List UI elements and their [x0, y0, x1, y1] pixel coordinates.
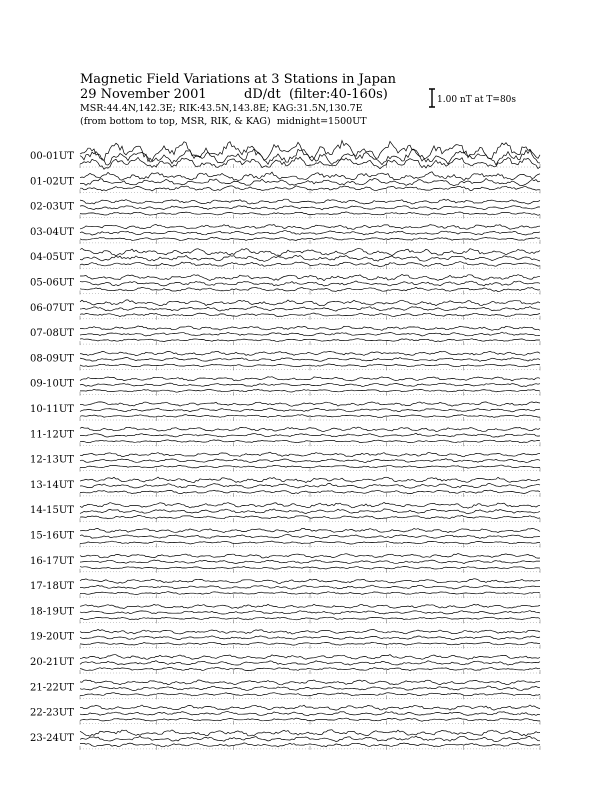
midnight-note: midnight=1500UT: [276, 116, 367, 127]
trace-msr: [80, 629, 540, 634]
hour-label: 19-20UT: [30, 631, 74, 643]
trace-rik: [80, 433, 540, 437]
hour-label: 07-08UT: [30, 328, 74, 340]
trace-rik: [80, 383, 540, 386]
hour-label-group: [30, 151, 74, 744]
scale-bar-mark: [429, 89, 435, 107]
hour-label: 09-10UT: [30, 378, 74, 390]
scale-bar-label: 1.00 nT at T=80s: [437, 95, 517, 105]
trace-msr: [80, 326, 540, 331]
trace-msr: [80, 300, 540, 306]
trace-msr: [80, 141, 540, 162]
trace-rik: [80, 509, 540, 514]
hour-label: 04-05UT: [30, 252, 74, 264]
trace-rik: [80, 636, 540, 640]
trace-rik: [80, 149, 540, 165]
trace-msr: [80, 554, 540, 559]
hour-label: 11-12UT: [30, 429, 74, 441]
trace-kag: [80, 693, 540, 696]
quantity-label: dD/dt: [244, 87, 281, 102]
hour-label: 16-17UT: [30, 555, 74, 567]
scale-bar: [429, 89, 435, 107]
trace-kag: [80, 415, 540, 418]
trace-msr: [80, 528, 540, 532]
trace-msr: [80, 680, 540, 685]
trace-rik: [80, 585, 540, 589]
hour-label: 23-24UT: [30, 732, 74, 744]
hour-label: 18-19UT: [30, 606, 74, 618]
trace-rik: [80, 206, 540, 210]
trace-kag: [80, 567, 540, 570]
trace-msr: [80, 351, 540, 355]
trace-msr: [80, 225, 540, 230]
trace-rik: [80, 560, 540, 564]
hour-label: 22-23UT: [30, 707, 74, 719]
hour-label: 10-11UT: [30, 404, 74, 415]
trace-rik: [80, 231, 540, 235]
trace-rik: [80, 661, 540, 665]
trace-msr: [80, 427, 540, 431]
trace-group: [80, 141, 540, 750]
trace-rik: [80, 483, 540, 488]
trace-msr: [80, 274, 540, 280]
trace-msr: [80, 477, 540, 483]
hour-label: 17-18UT: [30, 581, 74, 593]
hour-label: 20-21UT: [30, 657, 74, 668]
hour-label: 02-03UT: [30, 201, 74, 213]
trace-rik: [80, 611, 540, 615]
trace-rik: [80, 255, 540, 261]
trace-kag: [80, 642, 540, 645]
hour-label: 08-09UT: [30, 353, 74, 365]
trace-rik: [80, 686, 540, 691]
trace-msr: [80, 377, 540, 381]
trace-rik: [80, 736, 540, 741]
hour-label: 03-04UT: [30, 226, 74, 238]
trace-rik: [80, 306, 540, 311]
trace-rik: [80, 535, 540, 539]
trace-rik: [80, 712, 540, 716]
hour-label: 13-14UT: [30, 479, 74, 491]
trace-kag: [80, 515, 540, 519]
filter-label: (filter:40-160s): [288, 87, 388, 102]
trace-msr: [80, 705, 540, 710]
trace-kag: [80, 592, 540, 595]
trace-msr: [80, 730, 540, 737]
order-note: (from bottom to top, MSR, RIK, & KAG): [80, 116, 271, 127]
trace-msr: [80, 452, 540, 457]
hour-label: 00-01UT: [30, 151, 74, 162]
trace-rik: [80, 459, 540, 463]
hour-label: 15-16UT: [30, 530, 74, 542]
hour-label: 21-22UT: [30, 682, 74, 694]
trace-msr: [80, 402, 540, 406]
trace-rik: [80, 408, 540, 412]
hour-label: 06-07UT: [30, 302, 74, 314]
chart-date: 29 November 2001: [80, 87, 207, 102]
trace-msr: [80, 199, 540, 204]
trace-msr: [80, 502, 540, 508]
hour-label: 12-13UT: [30, 454, 74, 466]
hour-label: 14-15UT: [30, 505, 74, 517]
trace-kag: [80, 440, 540, 443]
chart-title: Magnetic Field Variations at 3 Stations in Japan: [80, 72, 397, 87]
hour-label: 05-06UT: [30, 277, 74, 289]
trace-kag: [80, 718, 540, 721]
station-coordinates: MSR:44.4N,142.3E; RIK:43.5N,143.8E; KAG:31.5N,130.7E: [80, 103, 363, 114]
trace-rik: [80, 332, 540, 336]
trace-kag: [80, 364, 540, 367]
trace-rik: [80, 179, 540, 186]
trace-kag: [80, 465, 540, 468]
trace-msr: [80, 579, 540, 584]
trace-rik: [80, 358, 540, 362]
trace-rik: [80, 281, 540, 286]
trace-msr: [80, 655, 540, 660]
hour-label: 01-02UT: [30, 176, 74, 188]
trace-msr: [80, 172, 540, 181]
trace-msr: [80, 248, 540, 256]
trace-kag: [80, 212, 540, 215]
trace-msr: [80, 604, 540, 608]
